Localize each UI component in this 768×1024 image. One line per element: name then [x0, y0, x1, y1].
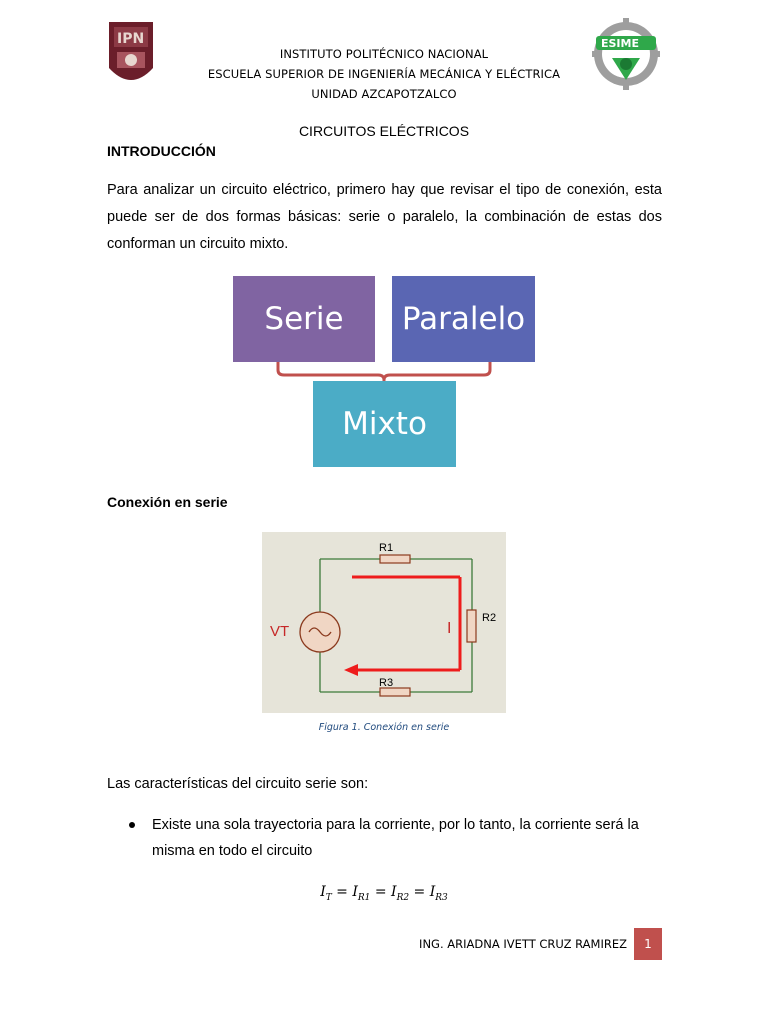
vt-label: VT [270, 623, 290, 640]
characteristics-intro: Las características del circuito serie son: [107, 776, 369, 792]
bullet-dot [129, 822, 135, 828]
footer-author: ING. ARIADNA IVETT CRUZ RAMIREZ [419, 937, 627, 951]
intro-heading: INTRODUCCIÓN [107, 143, 216, 159]
header-school: ESCUELA SUPERIOR DE INGENIERÍA MECÁNICA Y ELÉCTRICA [207, 67, 561, 81]
serie-heading: Conexión en serie [107, 494, 228, 510]
paralelo-box: Paralelo [392, 276, 535, 362]
document-title: CIRCUITOS ELÉCTRICOS [298, 123, 470, 139]
r3-label: R3 [379, 677, 394, 689]
bullet-text: Existe una sola trayectoria para la corriente, por lo tanto, la corriente será la misma en todo el circuito [152, 817, 639, 859]
serie-box: Serie [233, 276, 375, 362]
r2-label: R2 [482, 612, 497, 624]
svg-text:ESIME: ESIME [601, 37, 639, 50]
page-number: 1 [634, 928, 662, 960]
intro-paragraph: Para analizar un circuito eléctrico, primero hay que revisar el tipo de conexión, esta puede ser de dos formas básicas: serie o paralelo, la combinación de estas dos conforman un circuito mixto. [107, 182, 662, 252]
figure-caption: Figura 1. Conexión en serie [318, 722, 450, 733]
series-circuit-figure [262, 532, 506, 713]
header-unit: UNIDAD AZCAPOTZALCO [311, 87, 457, 101]
svg-text:IPN: IPN [117, 31, 145, 47]
current-label: I [447, 620, 452, 637]
current-equation: $I_T = I_{R1} = I_{R2} = I_{R3}$ [320, 884, 448, 903]
header-institute: INSTITUTO POLITÉCNICO NACIONAL [279, 47, 489, 61]
r1-label: R1 [379, 542, 394, 554]
mixto-box: Mixto [313, 381, 456, 467]
